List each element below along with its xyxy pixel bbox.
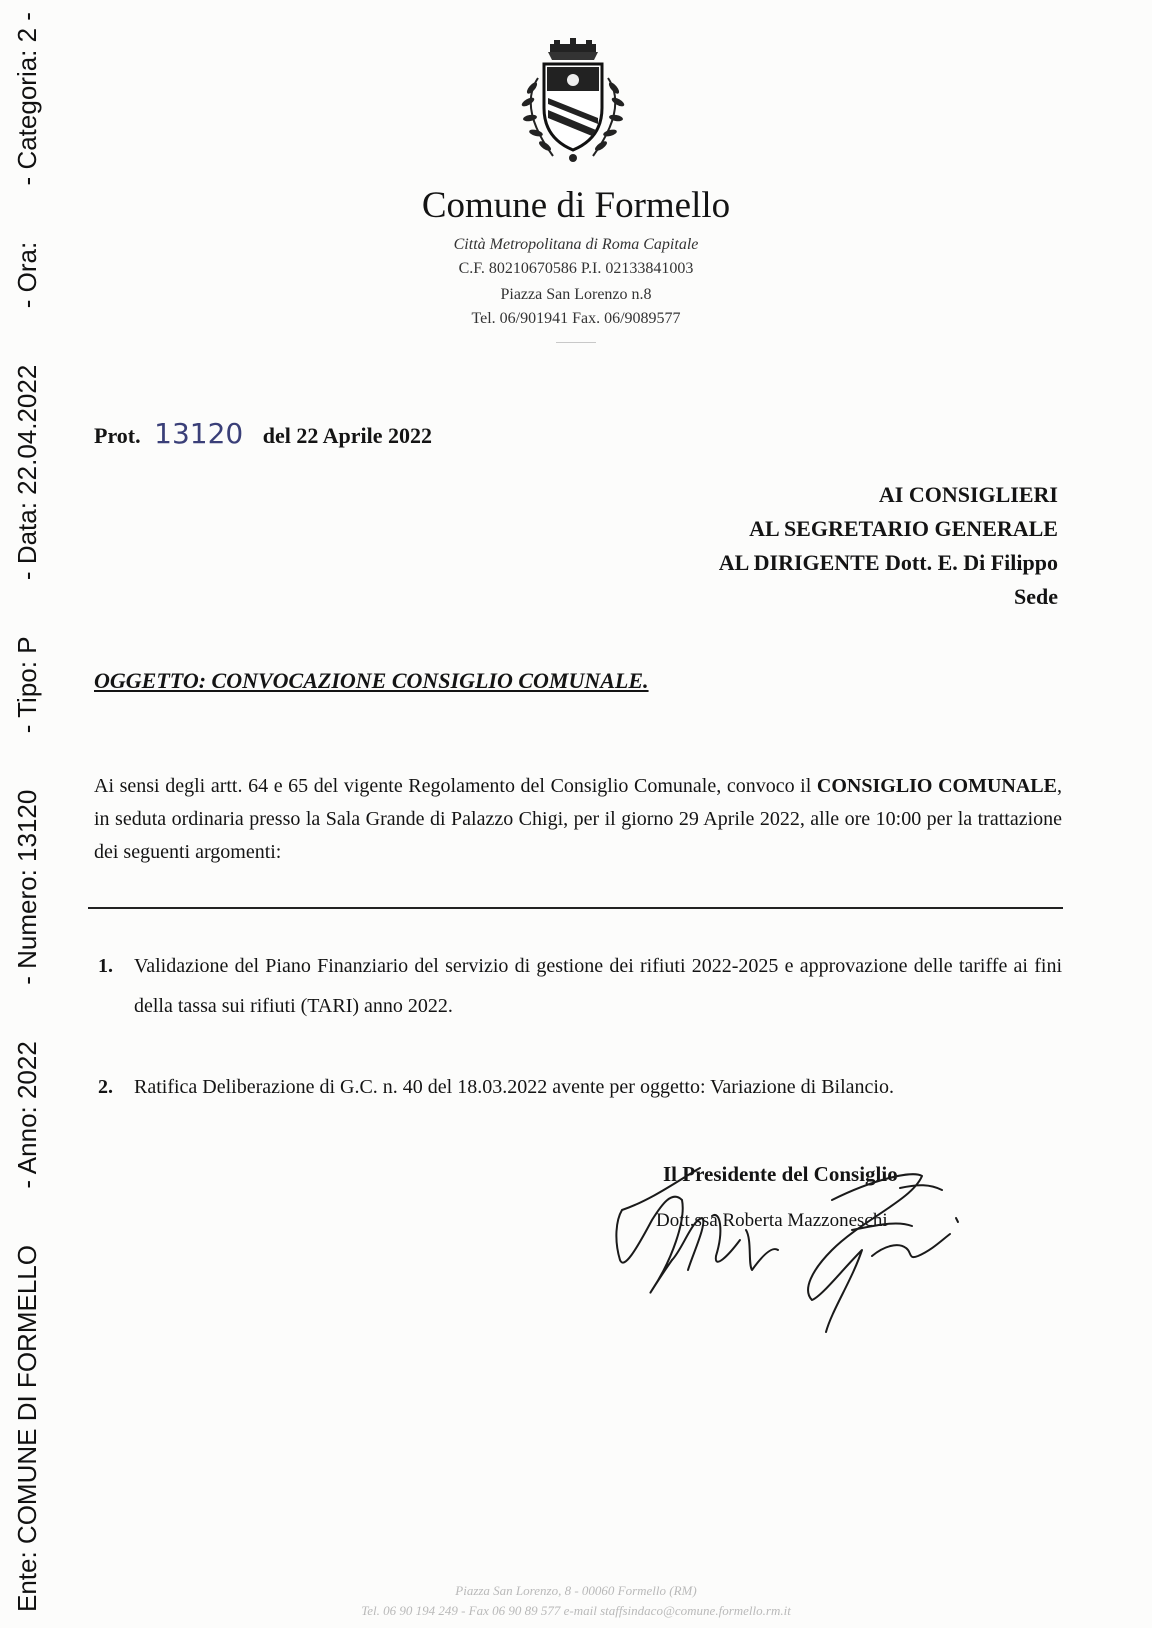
recipient-line: AI CONSIGLIERI — [878, 482, 1058, 507]
body-paragraph — [94, 770, 1062, 869]
org-subtitle: Città Metropolitana di Roma Capitale — [453, 236, 699, 253]
section-divider — [88, 907, 1063, 909]
stamp-categoria: - Categoria: 2 - — [12, 12, 42, 186]
footer-address: Piazza San Lorenzo, 8 - 00060 Formello (RM) — [455, 1583, 697, 1598]
stamp-data: - Data: 22.04.2022 — [12, 364, 42, 581]
stamp-numero: - Numero: 13120 — [12, 789, 42, 985]
protocol-label: Prot. — [94, 423, 141, 448]
footer-contacts: Tel. 06 90 194 249 - Fax 06 90 89 577 e-mail staffsindaco@comune.formello.rm.it — [361, 1603, 791, 1618]
coat-of-arms-icon — [498, 38, 648, 168]
recipients-block — [719, 478, 1058, 614]
body-text-bold: CONSIGLIO COMUNALE — [816, 775, 1057, 797]
subject-line: OGGETTO: CONVOCAZIONE CONSIGLIO COMUNALE. — [94, 668, 649, 693]
recipient-line: AL DIRIGENTE Dott. E. Di Filippo — [718, 550, 1058, 575]
stamp-tipo: - Tipo: P — [12, 636, 42, 734]
org-address: Piazza San Lorenzo n.8 — [500, 286, 652, 303]
org-fiscal-codes: C.F. 80210670586 P.I. 02133841003 — [458, 260, 694, 277]
body-text-part: Ai sensi degli artt. 64 e 65 del vigente Regolamento del Consiglio Comunale, convoco il — [94, 775, 817, 797]
org-name: Comune di Formello — [421, 185, 731, 226]
protocol-line — [94, 418, 432, 452]
agenda-number: 2. — [98, 1076, 113, 1098]
recipient-line: Sede — [1014, 584, 1058, 609]
body-text-part: , in seduta ordinaria presso la Sala Grande di Palazzo Chigi, per il giorno 29 Aprile 2022, alle ore 10:00 per la trattazione dei seguenti argomenti: — [94, 775, 1062, 863]
agenda-item — [98, 1067, 1062, 1107]
recipient-line: AL SEGRETARIO GENERALE — [749, 516, 1058, 541]
header-divider — [556, 342, 596, 343]
stamp-ora: - Ora: — [12, 241, 42, 309]
agenda-text: Validazione del Piano Finanziario del servizio di gestione dei rifiuti 2022-2025 e approvazione delle tariffe ai fini della tassa sui rifiuti (TARI) anno 2022. — [134, 955, 1062, 1017]
handwritten-signature-icon — [612, 1160, 992, 1340]
stamp-ente: Ente: COMUNE DI FORMELLO — [12, 1245, 42, 1612]
stamp-anno: - Anno: 2022 — [12, 1041, 42, 1189]
agenda-text: Ratifica Deliberazione di G.C. n. 40 del 18.03.2022 avente per oggetto: Variazione di Bilancio. — [134, 1076, 894, 1098]
protocol-number: 13120 — [154, 417, 244, 450]
org-phone: Tel. 06/901941 Fax. 06/9089577 — [471, 310, 681, 327]
protocol-date: del 22 Aprile 2022 — [262, 423, 432, 448]
agenda-item — [98, 946, 1062, 1026]
signature-title: Il Presidente del Consiglio — [663, 1162, 898, 1186]
signature-name: Dott.ssa Roberta Mazzoneschi — [656, 1210, 888, 1231]
agenda-number: 1. — [98, 955, 113, 977]
